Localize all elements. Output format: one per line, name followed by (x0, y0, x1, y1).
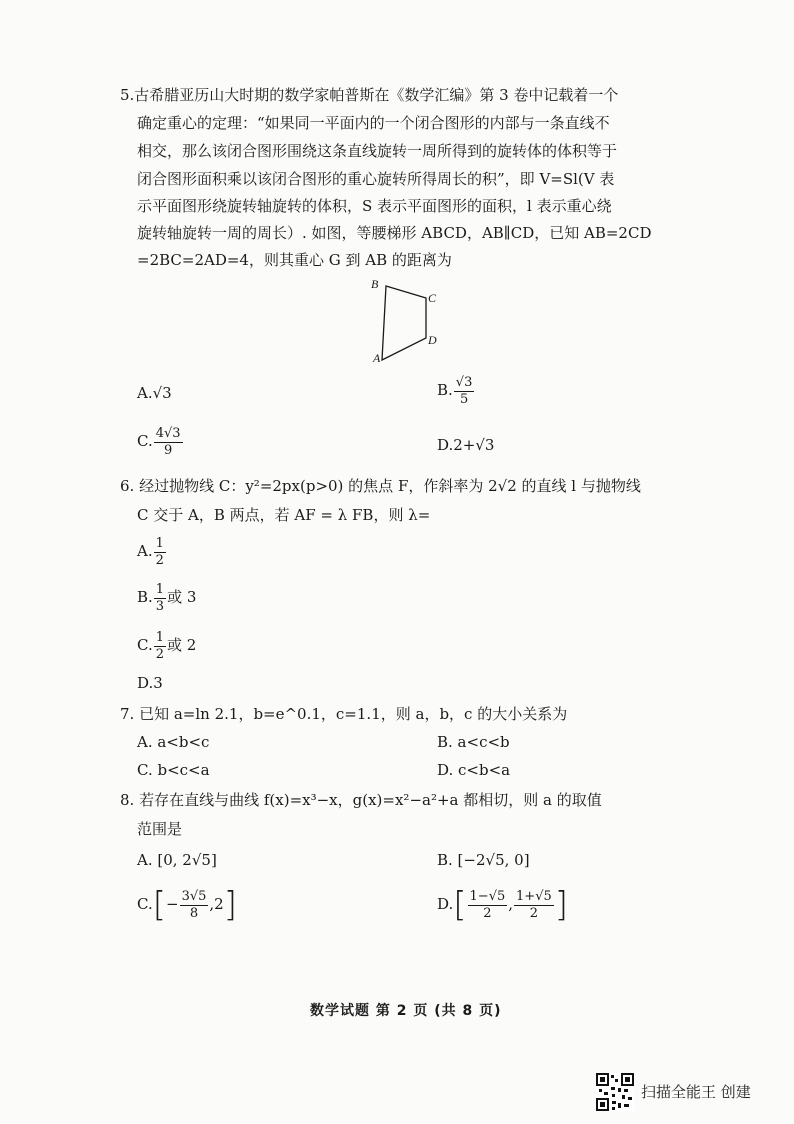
q5-option-b: B. $\frac{√3}{5}$ (437, 375, 473, 407)
qr-code-icon (596, 1073, 634, 1111)
q5-option-c: C. $\frac{4√3}{9}$ (137, 426, 181, 458)
q6-option-c: C. $\frac{1}{2}$ 或 2 (137, 630, 197, 662)
label-a: A (373, 351, 381, 365)
q8-option-c: C.[− $\frac{3√5}{8}$ ,2] (137, 885, 237, 925)
q7-option-a: A. a<b<c (137, 733, 210, 751)
label-b: B (371, 277, 379, 291)
label-c: C (428, 291, 437, 305)
q5-option-a: A.√3 (137, 384, 172, 402)
q8-line-1: 8. 若存在直线与曲线 f(x)=x³−x，g(x)=x²−a²+a 都相切，则 a 的取值 (120, 791, 602, 809)
q7-option-d: D. c<b<a (437, 761, 511, 779)
q7-option-c: C. b<c<a (137, 761, 210, 779)
q5-option-d: D.2+√3 (437, 436, 495, 454)
q5-line-2: 确定重心的定理：“如果同一平面内的一个闭合图形的内部与一条直线不 (137, 114, 610, 132)
q5-line-6: 旋转轴旋转一周的周长）. 如图，等腰梯形 ABCD，AB∥CD，已知 AB=2CD (137, 224, 652, 242)
q8-option-b: B. [−2√5, 0] (437, 851, 530, 869)
q5-line-7: =2BC=2AD=4，则其重心 G 到 AB 的距离为 (137, 251, 452, 269)
q5-line-3: 相交，那么该闭合图形围绕这条直线旋转一周所得到的旋转体的体积等于 (137, 142, 618, 160)
q8-option-a: A. [0, 2√5] (137, 851, 217, 869)
q8-option-d: D.[ $\frac{1-√5}{2}$ , $\frac{1+√5}{2}$ ] (437, 885, 569, 925)
label-d: D (428, 333, 437, 347)
q6-option-b: B. $\frac{1}{3}$ 或 3 (137, 582, 197, 614)
q5-line-1: 5.古希腊亚历山大时期的数学家帕普斯在《数学汇编》第 3 卷中记载着一个 (120, 86, 619, 104)
q7-stem: 7. 已知 a=ln 2.1，b=e^0.1，c=1.1，则 a，b，c 的大小关系为 (120, 705, 568, 723)
q6-line-2: C 交于 A，B 两点，若 AF = λ FB，则 λ= (137, 506, 431, 524)
q6-option-d: D.3 (137, 674, 163, 692)
q5-line-5: 示平面图形绕旋转轴旋转的体积，S 表示平面图形的面积，l 表示重心绕 (137, 197, 612, 215)
q7-option-b: B. a<c<b (437, 733, 510, 751)
page-footer: 数学试题 第 2 页 (共 8 页) (310, 1003, 502, 1019)
q6-option-a: A. $\frac{1}{2}$ (137, 536, 164, 568)
q8-line-2: 范围是 (137, 820, 183, 838)
q5-line-4: 闭合图形面积乘以该闭合图形的重心旋转所得周长的积”，即 V=Sl(V 表 (137, 170, 615, 188)
brand-watermark: 扫描全能王 创建 (641, 1083, 751, 1101)
q6-line-1: 6. 经过抛物线 C：y²=2px(p>0) 的焦点 F，作斜率为 2√2 的直线 l 与抛物线 (120, 477, 641, 495)
